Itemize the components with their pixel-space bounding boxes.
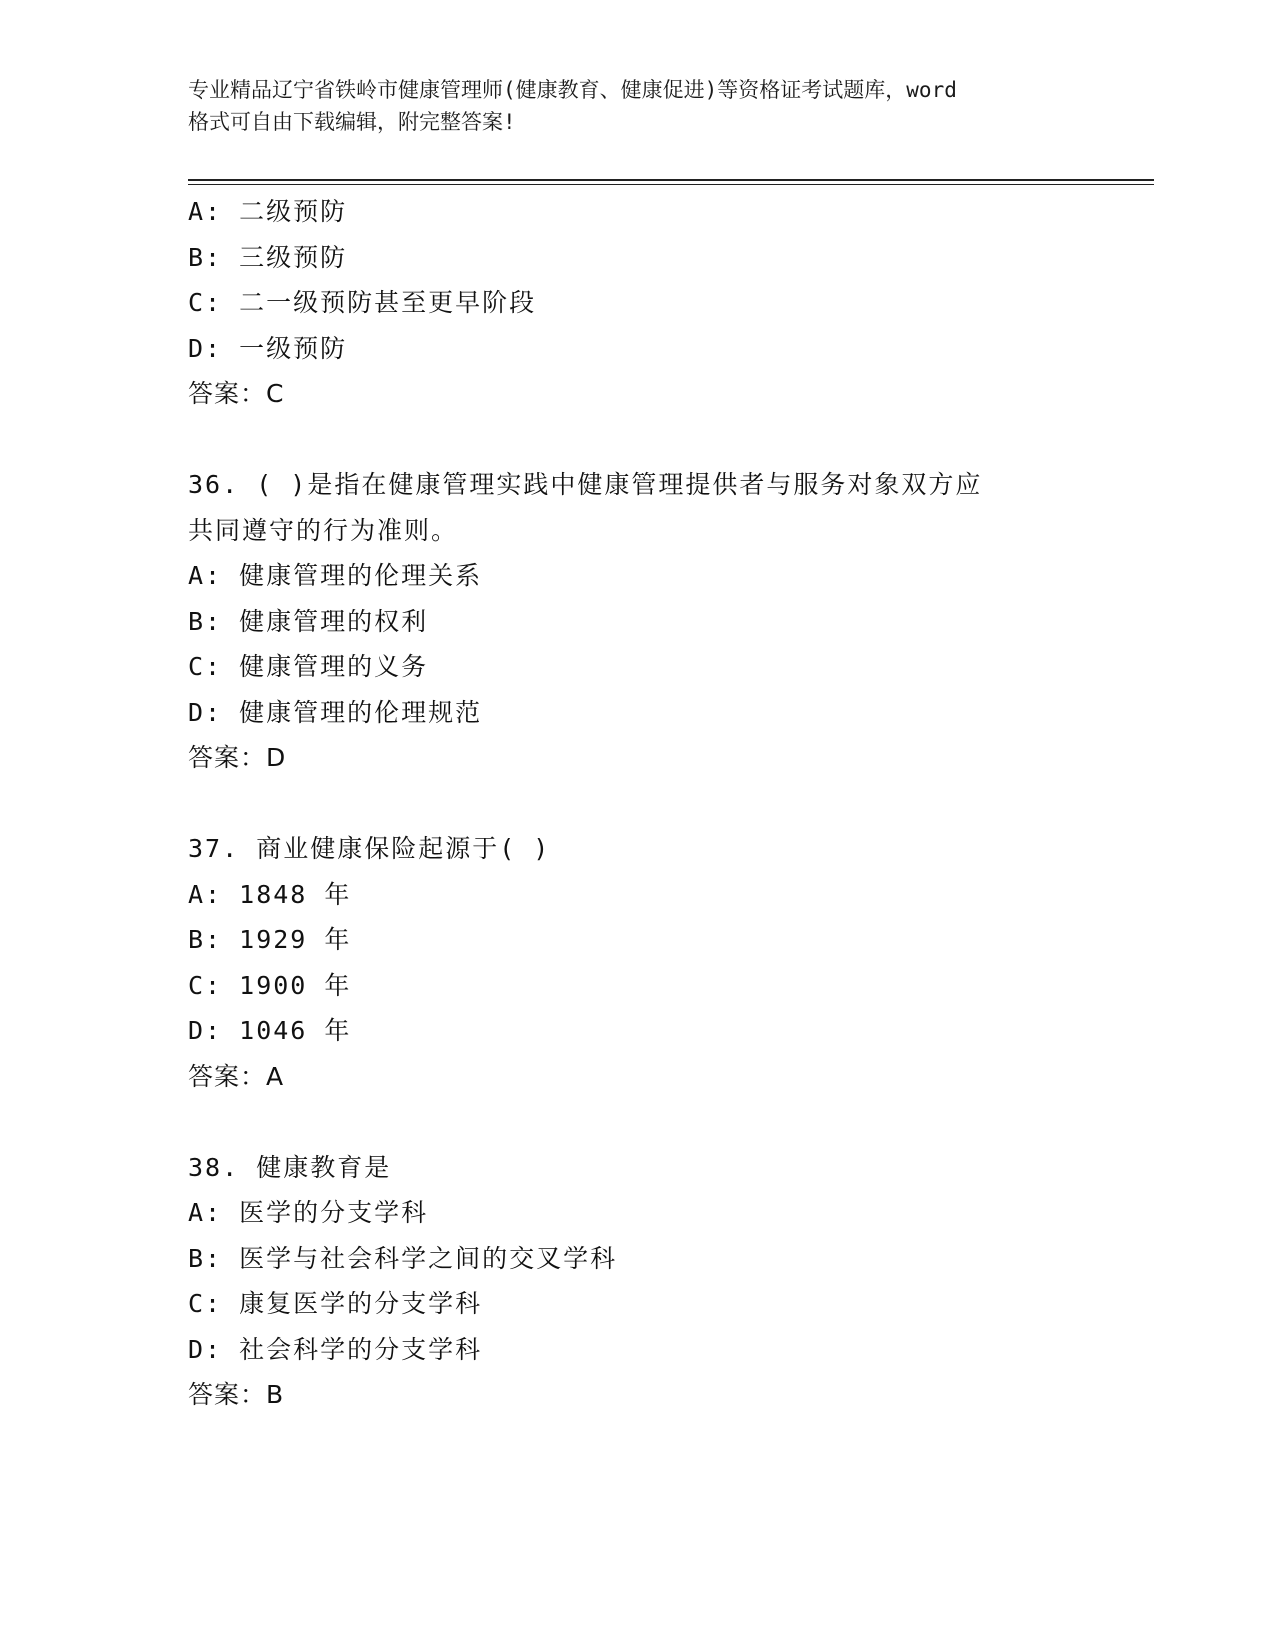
option-d: D: 一级预防 xyxy=(188,333,348,363)
header-divider xyxy=(188,179,1154,181)
answer-line: 答案：A xyxy=(188,1061,285,1091)
option-c: C: 二一级预防甚至更早阶段 xyxy=(188,288,537,317)
option-c: C: 1900 年 xyxy=(188,970,352,1000)
option-d: D: 1046 年 xyxy=(188,1016,352,1045)
spacer xyxy=(188,781,1088,827)
option-c: C: 康复医学的分支学科 xyxy=(188,1289,483,1318)
option-c: C: 健康管理的义务 xyxy=(188,652,429,681)
spacer xyxy=(188,417,1088,463)
spacer xyxy=(188,1099,1088,1145)
option-d: D: 健康管理的伦理规范 xyxy=(188,697,483,727)
option-d: D: 社会科学的分支学科 xyxy=(188,1334,483,1364)
question-stem-continued: 共同遵守的行为准则。 xyxy=(188,515,459,545)
question-stem: 36. ( )是指在健康管理实践中健康管理提供者与服务对象双方应 xyxy=(188,470,983,499)
answer-line: 答案：B xyxy=(188,1380,285,1409)
option-b: B: 三级预防 xyxy=(188,242,348,272)
page-header xyxy=(188,74,1088,138)
question-38 xyxy=(188,1145,1088,1418)
option-b: B: 医学与社会科学之间的交叉学科 xyxy=(188,1243,618,1273)
option-b: B: 1929 年 xyxy=(188,925,352,954)
option-a: A: 医学的分支学科 xyxy=(188,1198,429,1227)
answer-line: 答案：D xyxy=(188,743,287,772)
option-b: B: 健康管理的权利 xyxy=(188,606,429,636)
question-35 xyxy=(188,189,1088,417)
question-stem: 37. 商业健康保险起源于( ) xyxy=(188,834,551,863)
answer-line: 答案：C xyxy=(188,379,285,408)
option-a: A: 1848 年 xyxy=(188,879,352,909)
option-a: A: 健康管理的伦理关系 xyxy=(188,561,483,590)
question-stem: 38. 健康教育是 xyxy=(188,1152,392,1182)
question-37 xyxy=(188,826,1088,1099)
header-divider-thin xyxy=(188,184,1154,185)
question-list xyxy=(188,189,1088,1418)
option-a: A: 二级预防 xyxy=(188,197,348,226)
header-line-1: 专业精品辽宁省铁岭市健康管理师(健康教育、健康促进)等资格证考试题库，word xyxy=(188,78,957,102)
question-36 xyxy=(188,462,1088,781)
header-line-2: 格式可自由下载编辑，附完整答案! xyxy=(188,110,516,134)
